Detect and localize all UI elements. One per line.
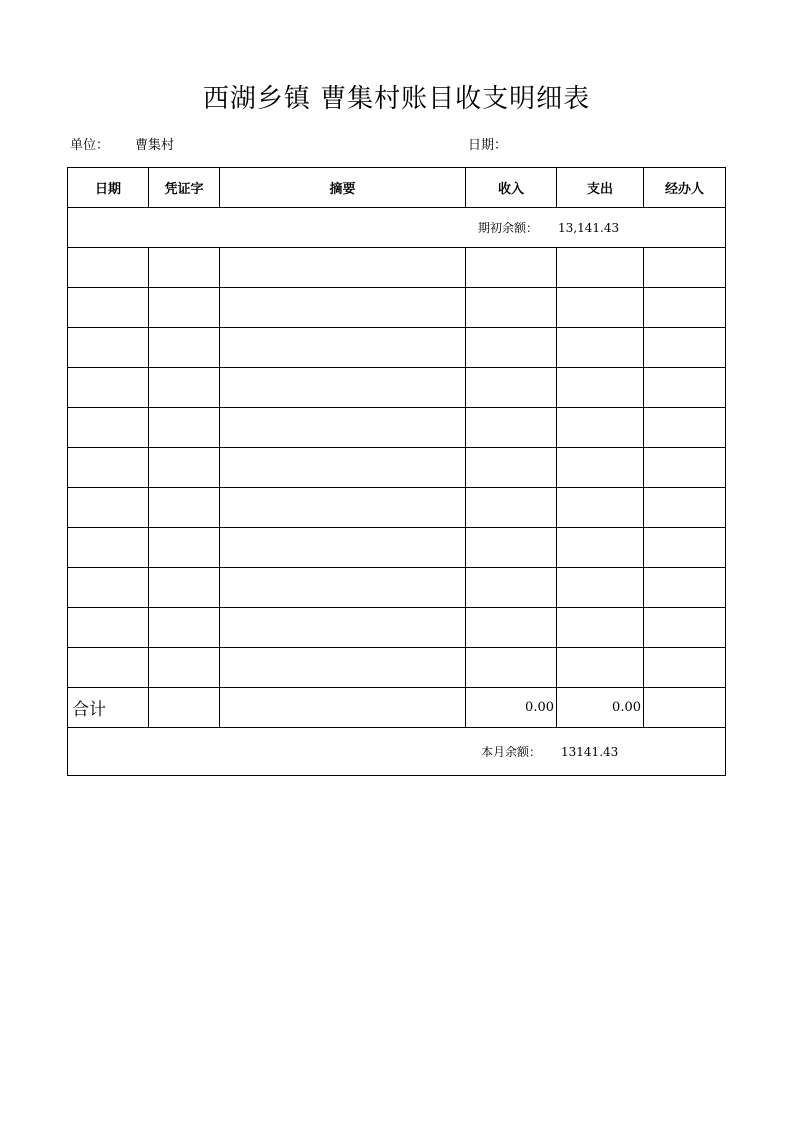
closing-balance-cell	[68, 728, 726, 776]
date-label: 日期：	[468, 138, 508, 153]
table-cell[interactable]	[644, 488, 726, 528]
table-row	[68, 528, 726, 568]
table-cell[interactable]	[68, 248, 149, 288]
table-cell[interactable]	[466, 448, 557, 488]
table-cell[interactable]	[220, 648, 466, 688]
table-cell[interactable]	[557, 448, 644, 488]
date-field	[468, 134, 507, 153]
closing-balance-row	[68, 728, 726, 776]
table-cell[interactable]	[220, 488, 466, 528]
table-cell[interactable]	[68, 368, 149, 408]
ledger-table	[67, 167, 726, 776]
table-row	[68, 448, 726, 488]
table-cell[interactable]	[149, 648, 220, 688]
table-cell[interactable]	[149, 568, 220, 608]
table-cell[interactable]	[68, 328, 149, 368]
unit-label: 单位：	[70, 138, 110, 153]
table-cell[interactable]	[557, 528, 644, 568]
table-cell[interactable]	[644, 448, 726, 488]
column-header-voucher: 凭证字	[149, 168, 220, 208]
column-header-handler: 经办人	[644, 168, 726, 208]
table-cell[interactable]	[149, 608, 220, 648]
table-cell[interactable]	[68, 288, 149, 328]
table-cell[interactable]	[644, 648, 726, 688]
table-cell[interactable]	[149, 288, 220, 328]
table-row	[68, 568, 726, 608]
table-cell[interactable]	[220, 248, 466, 288]
table-cell[interactable]	[466, 328, 557, 368]
column-header-expense: 支出	[557, 168, 644, 208]
opening-balance-label: 期初余额：	[478, 221, 539, 235]
table-cell[interactable]	[149, 448, 220, 488]
opening-balance-value: 13,141.43	[558, 221, 620, 235]
table-row	[68, 648, 726, 688]
table-cell[interactable]	[557, 368, 644, 408]
column-header-summary: 摘要	[220, 168, 466, 208]
table-cell[interactable]	[644, 328, 726, 368]
table-cell[interactable]	[644, 408, 726, 448]
total-label: 合计	[68, 688, 149, 728]
table-cell[interactable]	[466, 288, 557, 328]
table-cell[interactable]	[644, 688, 726, 728]
table-cell[interactable]	[220, 608, 466, 648]
table-cell[interactable]	[644, 528, 726, 568]
table-cell[interactable]	[149, 328, 220, 368]
closing-balance-label: 本月余额：	[481, 745, 542, 759]
table-cell[interactable]	[149, 528, 220, 568]
table-cell[interactable]	[149, 368, 220, 408]
opening-balance-cell	[68, 208, 726, 248]
table-row	[68, 488, 726, 528]
table-cell[interactable]	[557, 648, 644, 688]
table-cell[interactable]	[557, 608, 644, 648]
table-row	[68, 608, 726, 648]
table-cell[interactable]	[68, 448, 149, 488]
header-row	[68, 168, 726, 208]
table-cell[interactable]	[644, 288, 726, 328]
total-row	[68, 688, 726, 728]
table-cell[interactable]	[644, 368, 726, 408]
table-cell[interactable]	[68, 648, 149, 688]
opening-balance-row	[68, 208, 726, 248]
table-cell[interactable]	[220, 328, 466, 368]
table-cell[interactable]	[466, 528, 557, 568]
table-cell[interactable]	[149, 688, 220, 728]
total-expense: 0.00	[557, 688, 644, 728]
table-cell[interactable]	[557, 248, 644, 288]
table-row	[68, 328, 726, 368]
table-cell[interactable]	[644, 248, 726, 288]
table-cell[interactable]	[220, 528, 466, 568]
total-income: 0.00	[466, 688, 557, 728]
table-cell[interactable]	[466, 408, 557, 448]
table-cell[interactable]	[466, 568, 557, 608]
table-cell[interactable]	[68, 608, 149, 648]
closing-balance-value: 13141.43	[561, 745, 619, 759]
table-cell[interactable]	[68, 528, 149, 568]
table-cell[interactable]	[68, 488, 149, 528]
table-cell[interactable]	[149, 408, 220, 448]
table-row	[68, 368, 726, 408]
table-cell[interactable]	[220, 448, 466, 488]
table-row	[68, 288, 726, 328]
table-cell[interactable]	[644, 568, 726, 608]
table-row	[68, 408, 726, 448]
unit-field	[70, 134, 174, 153]
table-cell[interactable]	[644, 608, 726, 648]
table-cell[interactable]	[220, 568, 466, 608]
table-cell[interactable]	[220, 368, 466, 408]
table-cell[interactable]	[68, 408, 149, 448]
table-cell[interactable]	[466, 488, 557, 528]
table-cell[interactable]	[149, 248, 220, 288]
table-row	[68, 248, 726, 288]
table-cell[interactable]	[557, 288, 644, 328]
table-cell[interactable]	[557, 408, 644, 448]
table-cell[interactable]	[557, 568, 644, 608]
table-cell[interactable]	[220, 288, 466, 328]
column-header-date: 日期	[68, 168, 149, 208]
table-cell[interactable]	[557, 488, 644, 528]
table-cell[interactable]	[466, 368, 557, 408]
unit-value: 曹集村	[135, 138, 175, 153]
table-cell[interactable]	[149, 488, 220, 528]
column-header-income: 收入	[466, 168, 557, 208]
table-cell[interactable]	[68, 568, 149, 608]
table-cell[interactable]	[220, 408, 466, 448]
page-title: 西湖乡镇 曹集村账目收支明细表	[202, 84, 591, 114]
table-cell[interactable]	[466, 248, 557, 288]
table-cell[interactable]	[466, 648, 557, 688]
table-cell[interactable]	[220, 688, 466, 728]
table-cell[interactable]	[557, 328, 644, 368]
table-cell[interactable]	[466, 608, 557, 648]
